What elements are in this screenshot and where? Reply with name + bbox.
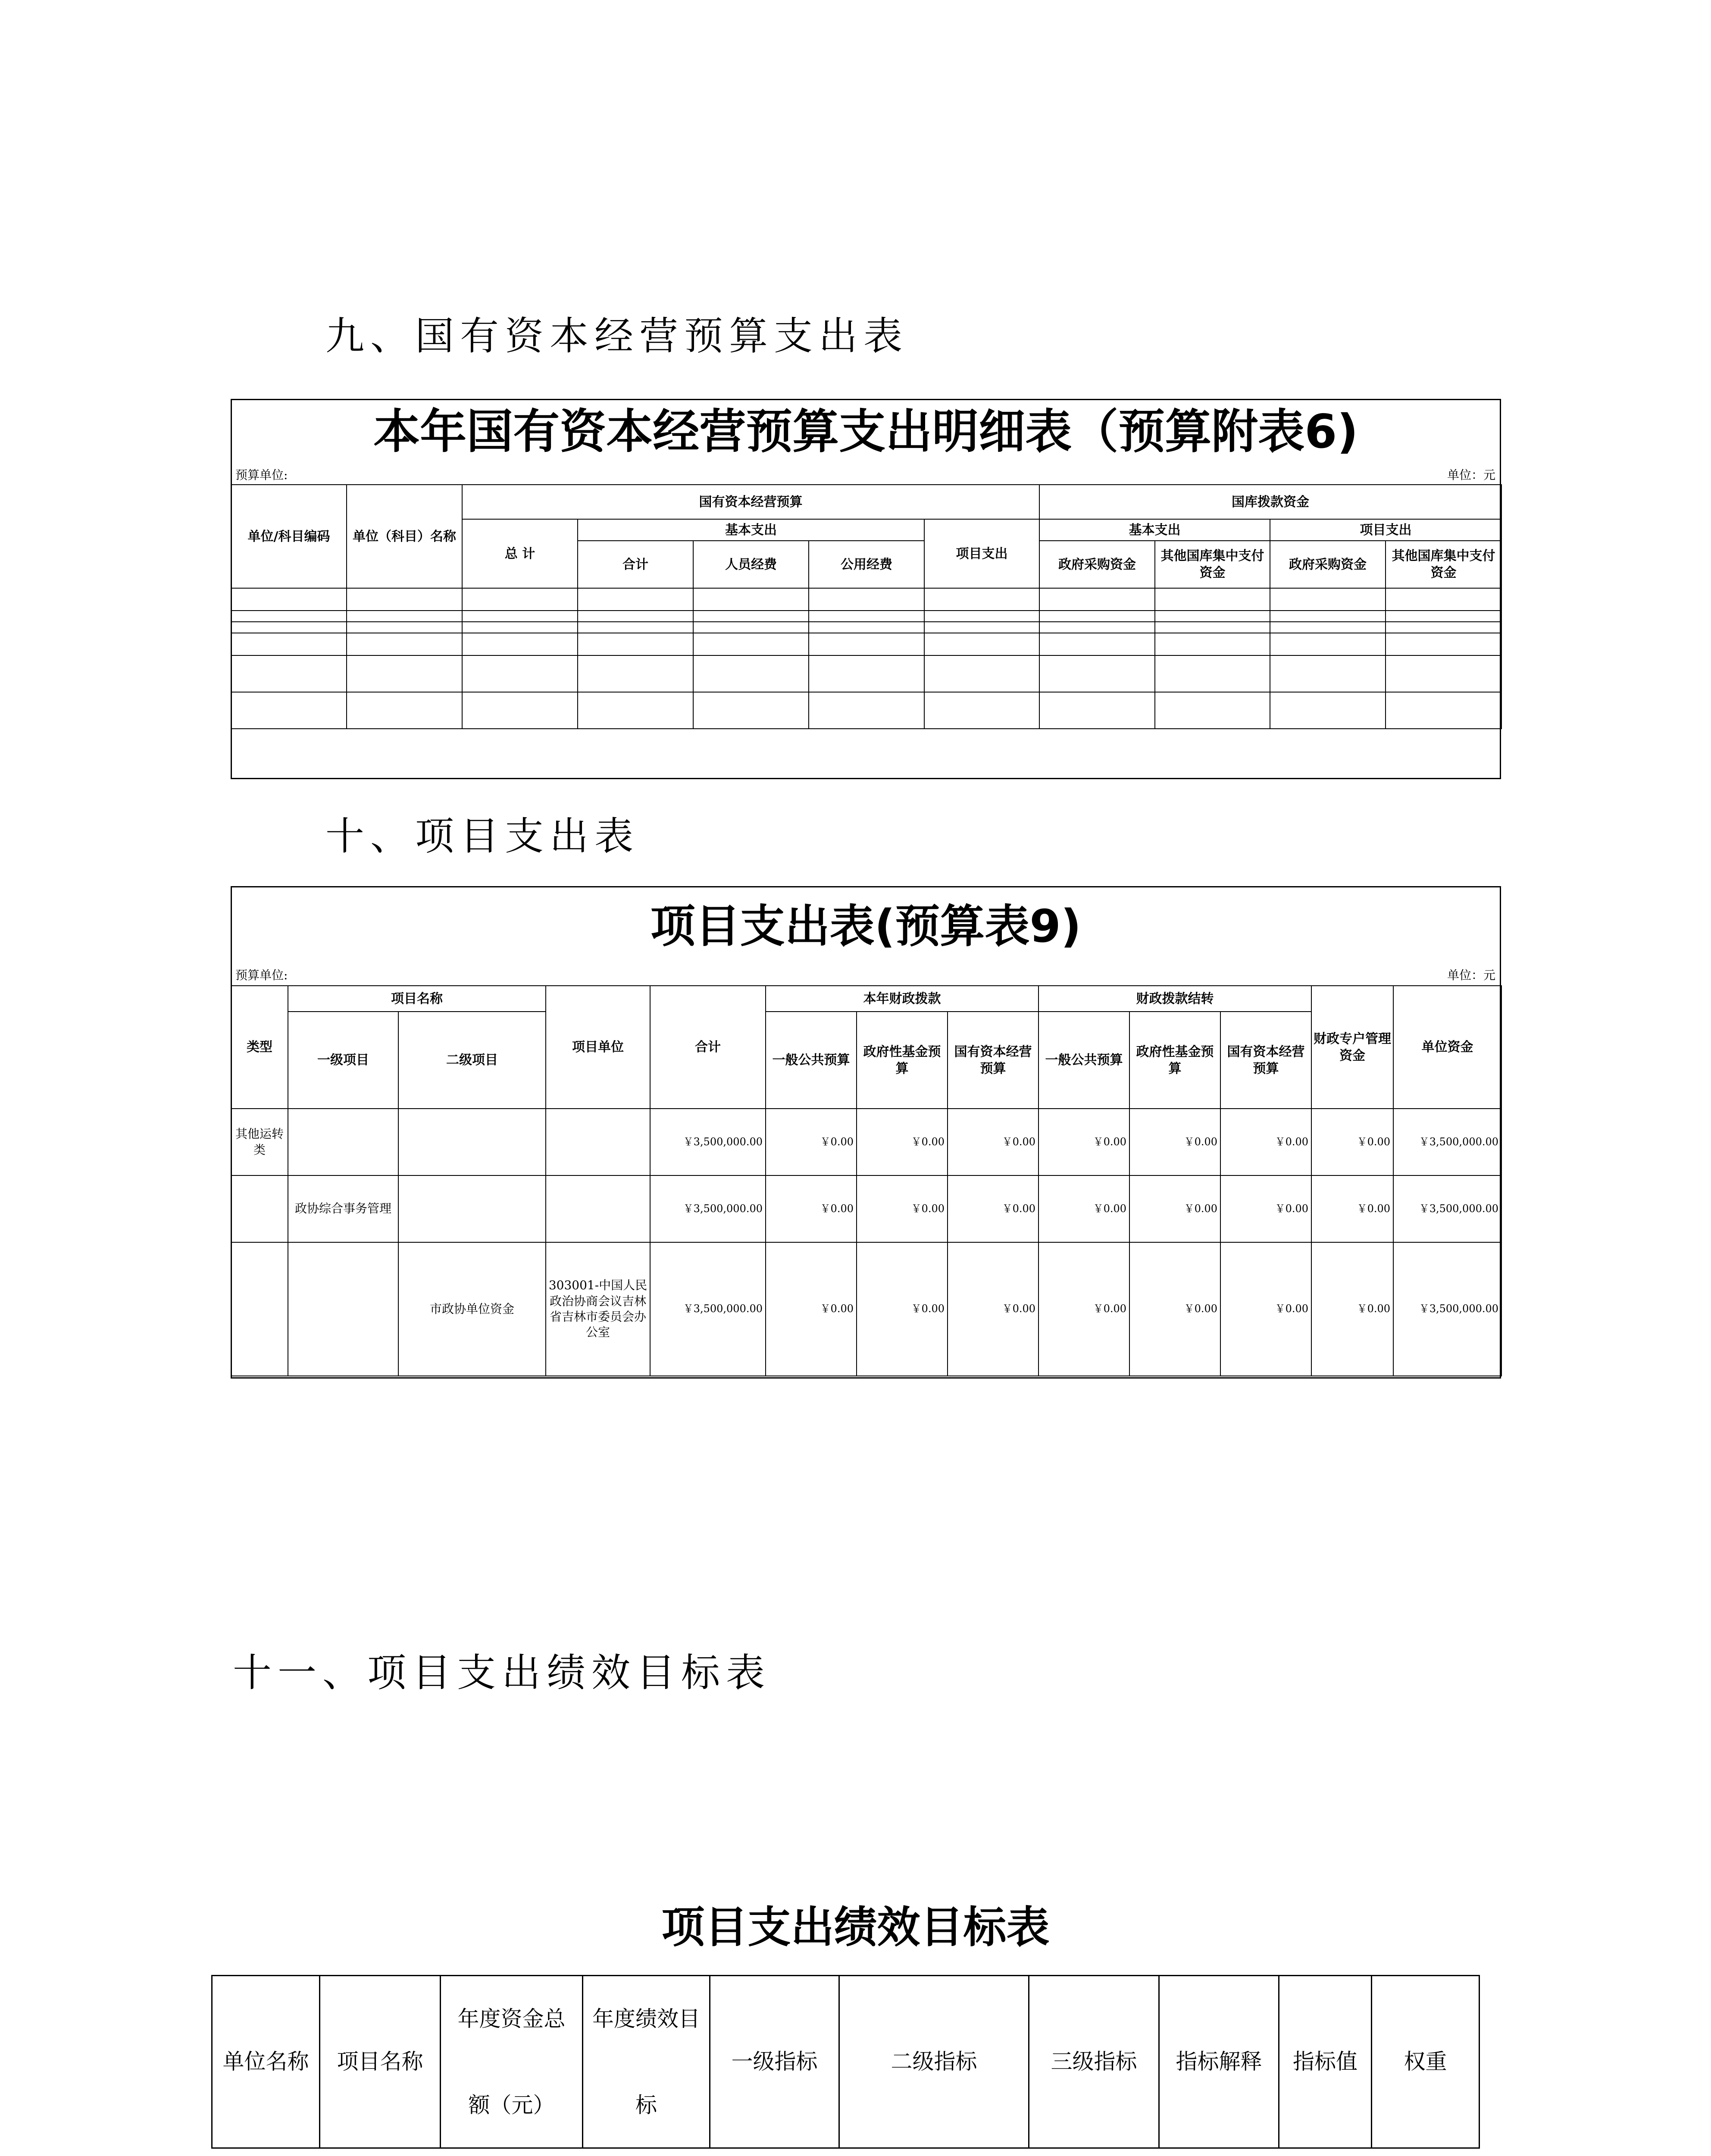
- th-other-treasury: 其他国库集中支付资金: [1155, 541, 1270, 588]
- cell-gov-fund: ￥0.00: [857, 1109, 948, 1175]
- cell-type: [231, 1175, 288, 1242]
- th-type: 类型: [231, 986, 288, 1109]
- th-gov-purchase: 政府采购资金: [1039, 541, 1155, 588]
- th-soe: 国有资本经营预算: [948, 1012, 1038, 1109]
- th-project2: 项目支出: [1270, 519, 1501, 541]
- cell-level1: 政协综合事务管理: [288, 1175, 398, 1242]
- table-row: [231, 611, 1501, 622]
- section-heading-11: 十一、项目支出绩效目标表: [233, 1650, 771, 1695]
- table-row: [231, 1175, 1501, 1242]
- cell-soe: ￥0.00: [948, 1109, 1038, 1175]
- table2-title: 项目支出表(预算表9): [650, 900, 1082, 953]
- th-annual-goal-line1: 年度绩效目: [592, 2006, 700, 2031]
- cell-total: ￥3,500,000.00: [650, 1109, 766, 1175]
- cell-total: ￥3,500,000.00: [650, 1242, 766, 1376]
- cell-special: ￥0.00: [1311, 1175, 1393, 1242]
- th-soe2: 国有资本经营预算: [1220, 1012, 1311, 1109]
- cell-general: ￥0.00: [766, 1175, 857, 1242]
- table-row: [231, 622, 1501, 633]
- cell-general2: ￥0.00: [1038, 1175, 1129, 1242]
- cell-unit: [546, 1175, 650, 1242]
- th-gov-fund: 政府性基金预算: [857, 1012, 948, 1109]
- table3-title: 项目支出绩效目标表: [661, 1902, 1050, 1952]
- th-total: 总 计: [462, 519, 578, 588]
- cell-soe2: ￥0.00: [1220, 1109, 1311, 1175]
- th-level2: 二级指标: [839, 1976, 1029, 2148]
- th-name: 单位（科目）名称: [347, 485, 462, 588]
- cell-soe: ￥0.00: [948, 1175, 1038, 1242]
- cell-soe: ￥0.00: [948, 1242, 1038, 1376]
- th-gov-fund2: 政府性基金预算: [1129, 1012, 1220, 1109]
- th-annual-goal: [583, 1976, 710, 2148]
- cell-general: ￥0.00: [766, 1242, 857, 1376]
- table2-budget-unit: 预算单位:: [235, 968, 288, 982]
- section-heading-10: 十、项目支出表: [325, 814, 639, 859]
- table2-grid: [231, 985, 1502, 1376]
- th-soe-budget: 国有资本经营预算: [462, 485, 1039, 519]
- th-sum: 合计: [578, 541, 693, 588]
- cell-special: ￥0.00: [1311, 1109, 1393, 1175]
- th-weight: 权重: [1372, 1976, 1480, 2148]
- soe-budget-table: [231, 399, 1501, 779]
- th-general: 一般公共预算: [766, 1012, 857, 1109]
- table1-grid: [231, 484, 1502, 729]
- th-level3: 三级指标: [1029, 1976, 1159, 2148]
- cell-level2: [398, 1109, 546, 1175]
- th-special: 财政专户管理资金: [1311, 986, 1393, 1109]
- th-treasury: 国库拨款资金: [1039, 485, 1501, 519]
- cell-gov-fund2: ￥0.00: [1129, 1109, 1220, 1175]
- th-public: 公用经费: [809, 541, 924, 588]
- th-carryover: 财政拨款结转: [1038, 986, 1311, 1012]
- cell-unit-fund: ￥3,500,000.00: [1393, 1109, 1501, 1175]
- th-total: 合计: [650, 986, 766, 1109]
- th-personnel: 人员经费: [693, 541, 809, 588]
- table-row: [231, 692, 1501, 729]
- th-value: 指标值: [1279, 1976, 1372, 2148]
- performance-goal-table: [211, 1975, 1480, 2149]
- cell-level1: [288, 1242, 398, 1376]
- cell-unit: [546, 1109, 650, 1175]
- table2-unit: 单位：元: [1447, 968, 1495, 982]
- th-annual-total-line1: 年度资金总: [457, 2006, 566, 2031]
- th-project-unit: 项目单位: [546, 986, 650, 1109]
- cell-gov-fund: ￥0.00: [857, 1175, 948, 1242]
- th-level2: 二级项目: [398, 1012, 546, 1109]
- th-unit-name: 单位名称: [212, 1976, 320, 2148]
- th-annual-total: [441, 1976, 583, 2148]
- th-gov-purchase2: 政府采购资金: [1270, 541, 1386, 588]
- cell-type: [231, 1242, 288, 1376]
- table-row: [231, 1109, 1501, 1175]
- table-row: [231, 633, 1501, 655]
- th-other-treasury2: 其他国库集中支付资金: [1386, 541, 1501, 588]
- cell-total: ￥3,500,000.00: [650, 1175, 766, 1242]
- cell-special: ￥0.00: [1311, 1242, 1393, 1376]
- th-this-year: 本年财政拨款: [766, 986, 1038, 1012]
- cell-unit-fund: ￥3,500,000.00: [1393, 1242, 1501, 1376]
- th-annual-goal-line2: 标: [635, 2092, 657, 2118]
- th-unit-fund: 单位资金: [1393, 986, 1501, 1109]
- table-row: [231, 1242, 1501, 1376]
- cell-gov-fund2: ￥0.00: [1129, 1242, 1220, 1376]
- cell-level1: [288, 1109, 398, 1175]
- cell-general2: ￥0.00: [1038, 1109, 1129, 1175]
- th-explain: 指标解释: [1159, 1976, 1279, 2148]
- th-general2: 一般公共预算: [1038, 1012, 1129, 1109]
- th-project-name: 项目名称: [320, 1976, 441, 2148]
- cell-general: ￥0.00: [766, 1109, 857, 1175]
- th-basic2: 基本支出: [1039, 519, 1270, 541]
- table-row: [231, 588, 1501, 611]
- th-code: 单位/科目编码: [231, 485, 347, 588]
- cell-soe2: ￥0.00: [1220, 1242, 1311, 1376]
- table1-unit: 单位：元: [1447, 468, 1495, 482]
- cell-soe2: ￥0.00: [1220, 1175, 1311, 1242]
- th-level1: 一级项目: [288, 1012, 398, 1109]
- th-project-name: 项目名称: [288, 986, 546, 1012]
- cell-gov-fund2: ￥0.00: [1129, 1175, 1220, 1242]
- cell-unit: 303001-中国人民政治协商会议吉林省吉林市委员会办公室: [546, 1242, 650, 1376]
- cell-general2: ￥0.00: [1038, 1242, 1129, 1376]
- cell-gov-fund: ￥0.00: [857, 1242, 948, 1376]
- th-level1: 一级指标: [710, 1976, 839, 2148]
- cell-level2: 市政协单位资金: [398, 1242, 546, 1376]
- th-annual-total-line2: 额（元）: [468, 2092, 555, 2118]
- th-basic: 基本支出: [578, 519, 924, 541]
- cell-type: 其他运转类: [231, 1109, 288, 1175]
- project-expense-table: [231, 886, 1501, 1379]
- cell-level2: [398, 1175, 546, 1242]
- th-project-exp: 项目支出: [924, 519, 1039, 588]
- table1-title: 本年国有资本经营预算支出明细表（预算附表6): [373, 405, 1358, 459]
- section-heading-9: 九、国有资本经营预算支出表: [325, 313, 908, 359]
- table-row: [231, 655, 1501, 692]
- table1-budget-unit: 预算单位:: [235, 468, 288, 482]
- cell-unit-fund: ￥3,500,000.00: [1393, 1175, 1501, 1242]
